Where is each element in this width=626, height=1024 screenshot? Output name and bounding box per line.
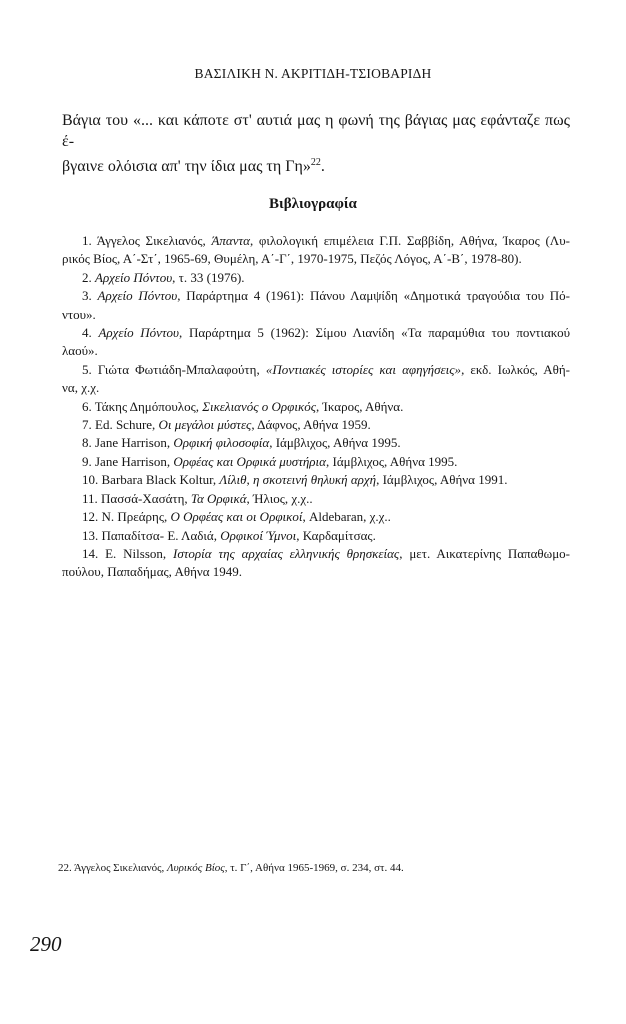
entry-text: , Ήλιος, χ.χ.. [246,490,313,506]
bibliography-entry [62,269,570,287]
entry-line [62,508,570,526]
entry-line [62,434,570,452]
entry-line [62,471,570,489]
bibliography-entry [62,398,570,416]
entry-text: 4. [82,325,99,341]
bibliography-entry [62,361,570,398]
body-paragraph [62,110,570,177]
entry-text: 7. Ed. Schure, [82,417,159,433]
bibliography-entry [62,232,570,269]
bibliography-entry [62,434,570,452]
bibliography-entry [62,453,570,471]
entry-line [62,269,570,287]
entry-text: 5. Γιώτα Φωτιάδη-Μπαλαφούτη, [82,361,266,377]
body-line [62,152,570,177]
entry-title: Αρχείο Πόντου [97,288,178,304]
entry-line [62,545,570,563]
footnote-author: 22. Άγγελος Σικελιανός, [58,862,167,874]
page-number: 290 [30,932,62,956]
entry-title: Αρχείο Πόντου [98,325,180,341]
entry-line [62,490,570,508]
entry-line [62,416,570,434]
body-line-end: . [320,158,325,175]
entry-text: , Ίκαρος, Αθήνα. [316,398,404,414]
entry-line [62,232,570,250]
entry-text: 3. [82,288,98,304]
footnote-ref: 22 [310,157,321,168]
entry-text: , Ιάμβλιχος, Αθήνα 1995. [269,435,401,451]
entry-title: Ορφική φιλοσοφία [173,435,270,451]
entry-line [62,287,570,305]
running-head: ΒΑΣΙΛΙΚΗ Ν. ΑΚΡΙΤΙΔΗ-ΤΣΙΟΒΑΡΙΔΗ [194,66,432,81]
entry-title: Ορφικοί Ύμνοι [220,527,297,543]
entry-line [62,527,570,545]
entry-text: 10. Barbara Black Koltur, [82,472,220,488]
bibliography-entry [62,545,570,582]
entry-text: , φιλολογική επιμέλεια Γ.Π. Σαββίδη, Αθήνα, Ίκαρος (Λυ- [249,233,570,248]
entry-text: 9. Jane Harrison, [82,453,174,469]
body-line-text: βγαινε ολόισια απ' την ίδια μας τη Γη» [62,158,311,175]
entry-text: 12. Ν. Πρεάρης, [82,509,171,525]
entry-text: λαού». [62,343,98,359]
entry-text: , Παράρτημα 4 (1961): Πάνου Λαμψίδη «Δημοτικά τραγούδια του Πό- [177,288,570,304]
entry-title: Τα Ορφικά [190,490,247,506]
entry-text: 6. Τάκης Δημόπουλος, [82,398,203,414]
entry-text: ντου». [62,306,96,322]
entry-title: Αρχείο Πόντου [95,269,173,285]
entry-line [62,324,570,342]
entry-title: Σικελιανός ο Ορφικός [202,398,316,414]
entry-line [62,306,570,324]
entry-title: Ο Ορφέας και οι Ορφικοί [170,509,303,525]
entry-text: 8. Jane Harrison, [82,435,174,451]
entry-text: , τ. 33 (1976). [172,269,245,285]
entry-text: , Aldebaran, χ.χ.. [302,509,391,525]
bibliography-entry [62,287,570,324]
bibliography-entry [62,324,570,361]
entry-line [62,342,570,360]
entry-text: 14. E. Nilsson, [82,545,174,561]
entry-text: πούλου, Παπαδήμας, Αθήνα 1949. [62,564,243,580]
footnote-rest: , τ. Γ΄, Αθήνα 1965-1969, σ. 234, στ. 44. [224,862,404,874]
entry-title: Άπαντα [211,233,250,248]
entry-title: Οι μεγάλοι μύστες [158,417,252,433]
entry-title: Ιστορία της αρχαίας ελληνικής θρησκείας [173,545,400,561]
entry-text: να, χ.χ. [62,380,100,396]
footnote-title: Λυρικός Βίος [166,862,225,874]
entry-line [62,379,570,397]
entry-text: , Δάφνος, Αθήνα 1959. [251,417,371,433]
entry-text: , μετ. Αικατερίνης Παπαθωμο- [399,545,571,561]
footnote [58,862,404,874]
entry-text: 2. [82,269,95,285]
entry-text: , Παράρτημα 5 (1962): Σίμου Λιανίδη «Τα παραμύθια του ποντιακού [179,325,571,341]
entry-text: , εκδ. Ιωλκός, Αθή- [461,361,570,377]
entry-line [62,398,570,416]
entry-line [62,250,570,268]
section-title: Βιβλιογραφία [269,196,357,212]
entry-text: , Ιάμβλιχος, Αθήνα 1995. [326,453,458,469]
entry-text: , Ιάμβλιχος, Αθήνα 1991. [376,472,508,488]
entry-text: 11. Πασσά-Χασάτη, [82,490,191,506]
bibliography-entry [62,471,570,489]
bibliography-list [62,232,570,582]
entry-line [62,453,570,471]
entry-title: Λίλιθ, η σκοτεινή θηλυκή αρχή [219,472,377,488]
entry-text: ρικός Βίος, Α΄-Στ΄, 1965-69, Θυμέλη, Α΄-Γ΄, 1970-1975, Πεζός Λόγος, Α΄-Β΄, 1978-80). [62,251,522,267]
entry-line [62,563,570,581]
bibliography-entry [62,490,570,508]
bibliography-entry [62,416,570,434]
entry-text: 1. Άγγελος Σικελιανός, [82,233,212,248]
bibliography-entry [62,508,570,526]
entry-title: «Ποντιακές ιστορίες και αφηγήσεις» [265,361,462,377]
entry-title: Ορφέας και Ορφικά μυστήρια [173,453,326,469]
body-line: Βάγια του «... και κάποτε στ' αυτιά μας η φωνή της βάγιας μας εφάνταζε πως έ- [62,112,570,150]
entry-text: , Καρδαμίτσας. [296,527,376,543]
entry-text: 13. Παπαδίτσα- Ε. Λαδιά, [82,527,221,543]
bibliography-entry [62,527,570,545]
entry-line [62,361,570,379]
